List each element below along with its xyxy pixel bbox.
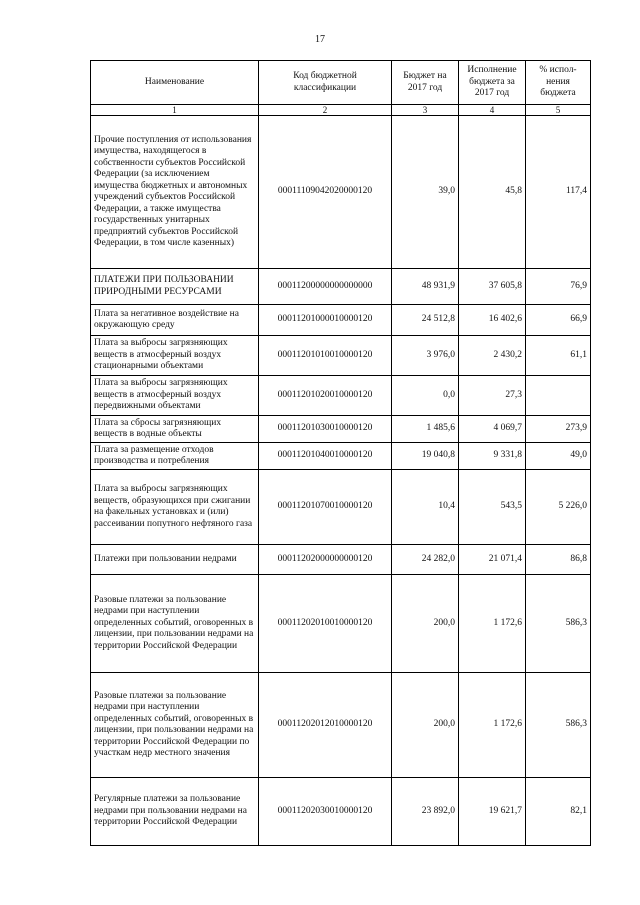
row-name: Плата за сбросы загрязняющих веществ в водные объекты [91, 416, 259, 443]
table-row [91, 673, 591, 778]
header-name: Наименование [91, 61, 259, 105]
row-budget: 39,0 [392, 116, 459, 269]
column-number: 5 [526, 105, 591, 116]
row-budget: 0,0 [392, 376, 459, 416]
row-execution: 1 172,6 [459, 575, 526, 673]
row-name: Плата за размещение отходов производства и потребления [91, 443, 259, 470]
row-budget: 200,0 [392, 673, 459, 778]
row-code: 00011200000000000000 [259, 269, 392, 305]
table-row [91, 376, 591, 416]
table-row [91, 305, 591, 336]
row-execution: 2 430,2 [459, 336, 526, 376]
row-execution: 543,5 [459, 470, 526, 545]
row-execution: 1 172,6 [459, 673, 526, 778]
column-number: 2 [259, 105, 392, 116]
row-execution: 9 331,8 [459, 443, 526, 470]
header-budget: Бюджет на 2017 год [392, 61, 459, 105]
row-name: Платежи при пользовании недрами [91, 545, 259, 575]
header-code: Код бюджетной классификации [259, 61, 392, 105]
row-name: Разовые платежи за пользование недрами при наступлении определенных событий, оговоренных в лицензии, при пользовании недрами на территории Российской Федерации по участкам недр местного значения [91, 673, 259, 778]
column-number-row [91, 105, 591, 116]
page-number: 17 [315, 34, 325, 45]
row-code: 00011109042020000120 [259, 116, 392, 269]
row-code: 00011201030010000120 [259, 416, 392, 443]
row-percent: 82,1 [526, 778, 591, 846]
row-execution: 27,3 [459, 376, 526, 416]
row-percent: 76,9 [526, 269, 591, 305]
row-percent: 586,3 [526, 673, 591, 778]
row-code: 00011201020010000120 [259, 376, 392, 416]
row-name: Плата за выбросы загрязняющих веществ в атмосферный воздух стационарными объектами [91, 336, 259, 376]
budget-execution-table [90, 60, 591, 846]
row-code: 00011201000010000120 [259, 305, 392, 336]
row-code: 00011202030010000120 [259, 778, 392, 846]
row-name: Плата за выбросы загрязняющих веществ, образующихся при сжигании на факельных установках и (или) рассеивании попутного нефтяного газа [91, 470, 259, 545]
row-name: Плата за негативное воздействие на окружающую среду [91, 305, 259, 336]
row-code: 00011201070010000120 [259, 470, 392, 545]
row-code: 00011201040010000120 [259, 443, 392, 470]
row-budget: 200,0 [392, 575, 459, 673]
table-row [91, 778, 591, 846]
table-row [91, 545, 591, 575]
row-name: Прочие поступления от использования имущества, находящегося в собственности субъектов Российской Федерации (за исключением имущества бюджетных и автономных учреждений субъектов Российской Федерации, а также имущества государственных унитарных предприятий субъектов Российской Федерации, в том числе казенных) [91, 116, 259, 269]
row-budget: 3 976,0 [392, 336, 459, 376]
row-budget: 10,4 [392, 470, 459, 545]
row-percent: 86,8 [526, 545, 591, 575]
row-percent: 117,4 [526, 116, 591, 269]
row-name: Плата за выбросы загрязняющих веществ в атмосферный воздух передвижными объектами [91, 376, 259, 416]
table-row [91, 116, 591, 269]
row-budget: 24 282,0 [392, 545, 459, 575]
row-execution: 21 071,4 [459, 545, 526, 575]
column-number: 1 [91, 105, 259, 116]
table-row [91, 336, 591, 376]
table-row [91, 269, 591, 305]
row-percent: 5 226,0 [526, 470, 591, 545]
row-code: 00011202010010000120 [259, 575, 392, 673]
row-name: ПЛАТЕЖИ ПРИ ПОЛЬЗОВАНИИ ПРИРОДНЫМИ РЕСУРСАМИ [91, 269, 259, 305]
header-execution: Исполнение бюджета за 2017 год [459, 61, 526, 105]
row-percent: 66,9 [526, 305, 591, 336]
row-budget: 1 485,6 [392, 416, 459, 443]
table-row [91, 416, 591, 443]
row-execution: 16 402,6 [459, 305, 526, 336]
row-name: Разовые платежи за пользование недрами при наступлении определенных событий, оговоренных в лицензии, при пользовании недрами на территории Российской Федерации [91, 575, 259, 673]
header-percent: % испол-нения бюджета [526, 61, 591, 105]
row-name: Регулярные платежи за пользование недрами при пользовании недрами на территории Российской Федерации [91, 778, 259, 846]
table-row [91, 443, 591, 470]
row-percent: 61,1 [526, 336, 591, 376]
header-row [91, 61, 591, 105]
row-budget: 19 040,8 [392, 443, 459, 470]
table-row [91, 470, 591, 545]
row-budget: 24 512,8 [392, 305, 459, 336]
row-code: 00011201010010000120 [259, 336, 392, 376]
row-percent [526, 376, 591, 416]
row-percent: 273,9 [526, 416, 591, 443]
row-percent: 586,3 [526, 575, 591, 673]
row-code: 00011202012010000120 [259, 673, 392, 778]
row-execution: 37 605,8 [459, 269, 526, 305]
table-row [91, 575, 591, 673]
row-execution: 19 621,7 [459, 778, 526, 846]
row-execution: 45,8 [459, 116, 526, 269]
column-number: 4 [459, 105, 526, 116]
row-budget: 23 892,0 [392, 778, 459, 846]
row-code: 00011202000000000120 [259, 545, 392, 575]
column-number: 3 [392, 105, 459, 116]
row-budget: 48 931,9 [392, 269, 459, 305]
row-execution: 4 069,7 [459, 416, 526, 443]
row-percent: 49,0 [526, 443, 591, 470]
